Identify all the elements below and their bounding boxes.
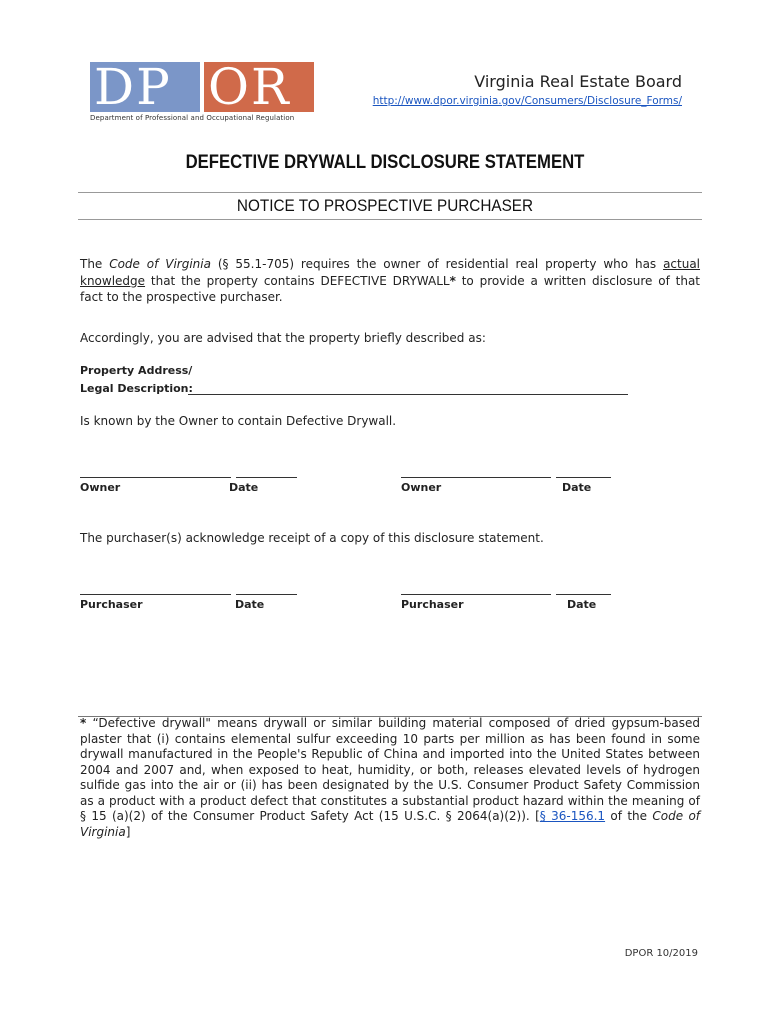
owner-1-date-field[interactable]	[236, 477, 297, 478]
owner-1-date-label: Date	[229, 481, 259, 494]
property-description-field[interactable]	[188, 394, 628, 395]
accordingly-text: Accordingly, you are advised that the property briefly described as:	[80, 331, 486, 345]
intro-text-4: to provide a written disclosure of that fact to the prospective purchaser.	[80, 273, 701, 304]
board-url-link[interactable]: http://www.dpor.virginia.gov/Consumers/Disclosure_Forms/	[372, 95, 682, 107]
purchaser-1-signature-field[interactable]	[80, 594, 231, 595]
property-address-label: Property Address/	[80, 364, 193, 377]
acknowledge-statement: The purchaser(s) acknowledge receipt of a copy of this disclosure statement.	[80, 531, 544, 545]
title-divider-top	[78, 192, 702, 193]
title-divider-bottom	[78, 219, 702, 220]
statute-link[interactable]: § 36-156.1	[539, 809, 606, 823]
code-of-virginia-ref: Code of Virginia	[109, 257, 211, 271]
footnote-text-after-link: of the	[605, 809, 653, 823]
notice-heading: NOTICE TO PROSPECTIVE PURCHASER	[236, 196, 534, 215]
footnote-star: *	[449, 273, 456, 288]
footnote-close-bracket: ]	[125, 824, 131, 839]
intro-text-3: that the property contains DEFECTIVE DRYWALL	[145, 273, 450, 288]
owner-1-label: Owner	[80, 481, 121, 494]
intro-text-1: The	[80, 257, 110, 271]
purchaser-2-label: Purchaser	[401, 598, 464, 611]
legal-description-label: Legal Description:	[80, 382, 193, 395]
owner-2-label: Owner	[401, 481, 442, 494]
owner-2-signature-field[interactable]	[401, 477, 551, 478]
owner-1-signature-field[interactable]	[80, 477, 231, 478]
purchaser-1-date-field[interactable]	[236, 594, 297, 595]
purchaser-2-date-field[interactable]	[556, 594, 611, 595]
footnote-star-marker: *	[80, 716, 87, 730]
logo-letters-left: DP	[94, 58, 172, 116]
form-version: DPOR 10/2019	[624, 948, 698, 959]
footnote-text: “Defective drywall" means drywall or similar building material composed of dried gypsum-based plaster that (i) contains elemental sulfur exceeding 10 parts per million as has been found in some drywall manufactured in the People's Republic of China and imported into the United States between 2004 and 2007 and, when exposed to heat, humidity, or both, releases elevated levels of hydrogen sulfide gas into the air or (ii) has been designated by the U.S. Consumer Product Safety Commission as a product with a product defect that constitutes a substantial product hazard within the meaning of § 15 (a)(2) of the Consumer Product Safety Act (15 U.S.C. § 2064(a)(2)). [	[80, 716, 700, 823]
owner-2-date-field[interactable]	[556, 477, 611, 478]
purchaser-1-label: Purchaser	[80, 598, 143, 611]
board-title: Virginia Real Estate Board	[474, 72, 682, 91]
logo-subtitle: Department of Professional and Occupational Regulation	[90, 114, 295, 122]
purchaser-2-signature-field[interactable]	[401, 594, 551, 595]
logo-letters-right: OR	[208, 58, 291, 116]
purchaser-1-date-label: Date	[235, 598, 265, 611]
dpor-logo	[90, 58, 316, 128]
footnote-code-of-virginia: Code of Virginia	[80, 809, 701, 839]
document-title: DEFECTIVE DRYWALL DISCLOSURE STATEMENT	[185, 152, 585, 173]
known-statement: Is known by the Owner to contain Defective Drywall.	[80, 414, 397, 428]
footnote-paragraph	[80, 716, 700, 840]
actual-knowledge-text: actual knowledge	[80, 257, 701, 288]
purchaser-2-date-label: Date	[567, 598, 597, 611]
owner-2-date-label: Date	[562, 481, 592, 494]
intro-text-2: (§ 55.1-705) requires the owner of residential real property who has	[210, 257, 664, 271]
intro-paragraph	[80, 256, 700, 306]
